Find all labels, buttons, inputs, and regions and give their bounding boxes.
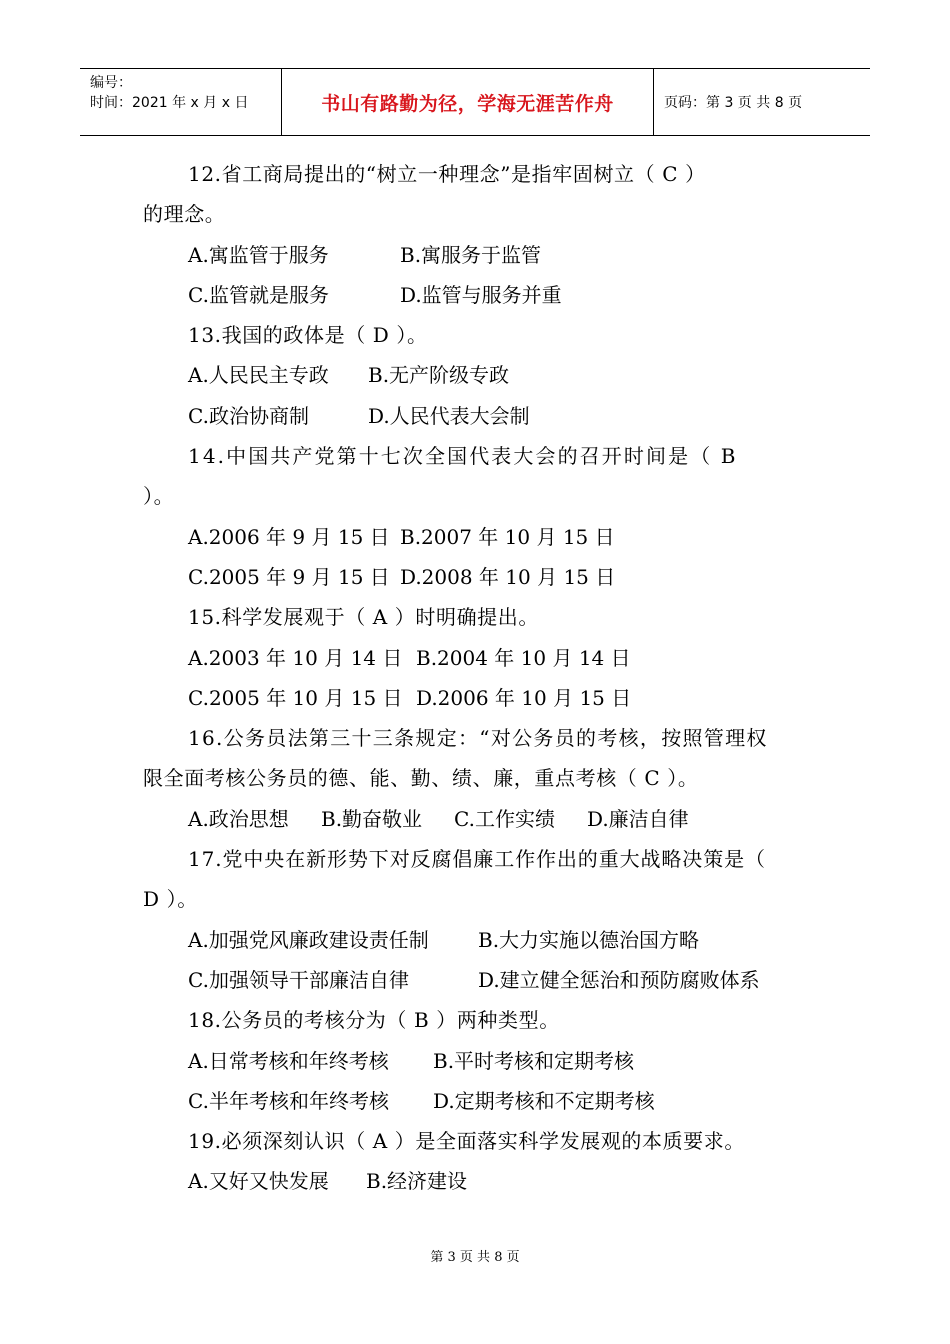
question-stem-continued: D ）。: [143, 887, 198, 912]
option: A.人民民主专政: [188, 363, 329, 388]
option: C.工作实绩: [454, 806, 555, 831]
option-row: [143, 517, 813, 557]
option-row: [143, 799, 813, 839]
option: C.半年考核和年终考核: [188, 1088, 389, 1113]
option: C.2005 年 9 月 15 日: [188, 564, 390, 589]
option: B.经济建设: [366, 1169, 468, 1194]
option: B.2007 年 10 月 15 日: [400, 524, 615, 549]
page-footer: 第 3 页 共 8 页: [430, 1250, 520, 1265]
option: D.2006 年 10 月 15 日: [416, 685, 632, 710]
question-list: [143, 154, 813, 1202]
option-row: [143, 557, 813, 597]
option: D.建立健全惩治和预防腐败体系: [478, 967, 760, 992]
option-row: [143, 1081, 813, 1121]
option: D.监管与服务并重: [400, 282, 562, 307]
option: A.2006 年 9 月 15 日: [188, 524, 390, 549]
question-stem-continued: 限全面考核公务员的德、能、勤、绩、廉，重点考核（ C ）。: [143, 766, 699, 791]
option-row: [143, 396, 813, 436]
option: B.大力实施以德治国方略: [478, 927, 700, 952]
option-row: [143, 920, 813, 960]
option-row: [143, 235, 813, 275]
page-header: [80, 68, 870, 136]
option-row: [143, 960, 813, 1000]
option: A.日常考核和年终考核: [188, 1048, 389, 1073]
option: A.寓监管于服务: [188, 242, 329, 267]
option: C.加强领导干部廉洁自律: [188, 967, 409, 992]
option: A.又好又快发展: [188, 1169, 329, 1194]
question-stem: 16.公务员法第三十三条规定：“对公务员的考核，按照管理权: [188, 726, 768, 751]
option: D.2008 年 10 月 15 日: [400, 564, 616, 589]
option: B.勤奋敬业: [321, 806, 423, 831]
option: C.2005 年 10 月 15 日: [188, 685, 403, 710]
option-row: [143, 355, 813, 395]
header-meta: [80, 69, 282, 135]
time-label: 时间：2021 年 x 月 x 日: [90, 95, 249, 111]
question-stem: 17.党中央在新形势下对反腐倡廉工作作出的重大战略决策是（: [188, 847, 766, 872]
option: A.政治思想: [188, 806, 289, 831]
question-stem: 18.公务员的考核分为（ B ）两种类型。: [188, 1008, 560, 1033]
option-row: [143, 638, 813, 678]
question-stem: 14.中国共产党第十七次全国代表大会的召开时间是（ B: [188, 444, 738, 469]
option: B.寓服务于监管: [400, 242, 542, 267]
option: A.加强党风廉政建设责任制: [188, 927, 429, 952]
option-row: [143, 1041, 813, 1081]
option: C.政治协商制: [188, 403, 309, 428]
option: D.定期考核和不定期考核: [433, 1088, 655, 1113]
option: D.人民代表大会制: [368, 403, 530, 428]
code-label: 编号：: [90, 75, 132, 91]
question-stem-continued: ）。: [143, 484, 175, 509]
question-stem-continued: 的理念。: [143, 202, 226, 227]
option-row: [143, 275, 813, 315]
option: B.平时考核和定期考核: [433, 1048, 635, 1073]
option-row: [143, 678, 813, 718]
question-stem: 13.我国的政体是（ D ）。: [188, 323, 428, 348]
option: C.监管就是服务: [188, 282, 329, 307]
question-stem: 12.省工商局提出的“树立一种理念”是指牢固树立（ C ）: [188, 162, 706, 186]
header-motto: 书山有路勤为径，学海无涯苦作舟: [282, 69, 654, 135]
option: A.2003 年 10 月 14 日: [188, 645, 403, 670]
question-stem: 19.必须深刻认识（ A ）是全面落实科学发展观的本质要求。: [188, 1129, 745, 1154]
option-row: [143, 1161, 813, 1201]
option: B.无产阶级专政: [368, 363, 510, 388]
question-stem: 15.科学发展观于（ A ）时明确提出。: [188, 605, 539, 630]
option: B.2004 年 10 月 14 日: [416, 645, 631, 670]
header-page-info: 页码：第 3 页 共 8 页: [664, 95, 803, 111]
option: D.廉洁自律: [587, 806, 689, 831]
